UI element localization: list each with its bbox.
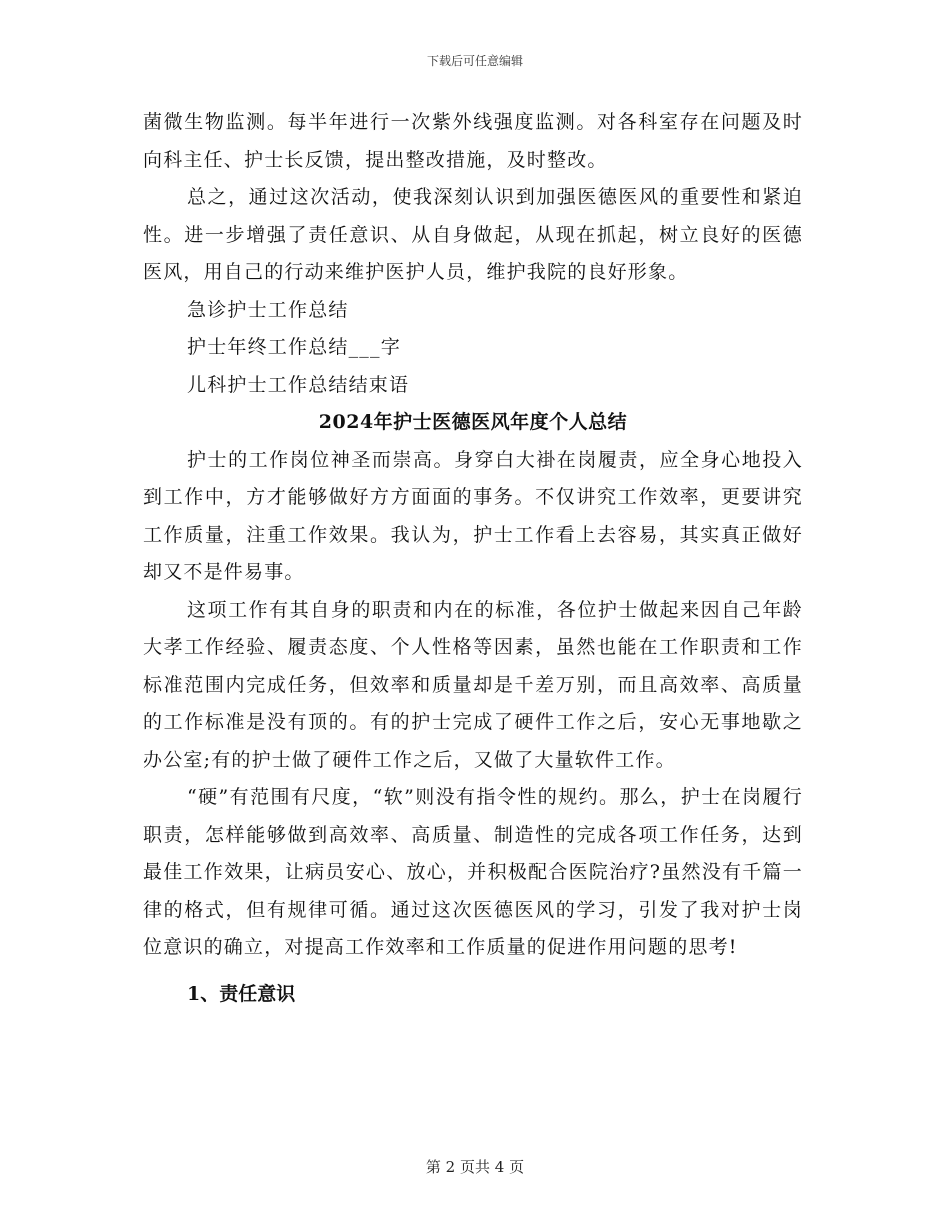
document-body — [143, 104, 803, 1013]
related-link-3[interactable]: 儿科护士工作总结结束语 — [187, 373, 410, 396]
paragraph-standards: 这项工作有其自身的职责和内在的标准，各位护士做起来因自己年龄大孝工作经验、履责态度、个人性格等因素，虽然也能在工作职责和工作标准范围内完成任务，但效率和质量却是千差万别，而且高效率、高质量的工作标准是没有顶的。有的护士完成了硬件工作之后，安心无事地歇之办公室;有的护士做了硬件工作之后，又做了大量软件工作。 — [143, 598, 803, 771]
page-header: 下载后可任意编辑 — [426, 54, 523, 68]
paragraph-hard-soft: “硬”有范围有尺度，“软”则没有指令性的规约。那么，护士在岗履行职责，怎样能够做到高效率、高质量、制造性的完成各项工作任务，达到最佳工作效果，让病员安心、放心，并积极配合医院治疗?虽然没有千篇一律的格式，但有规律可循。通过这次医德医风的学习，引发了我对护士岗位意识的确立，对提高工作效率和工作质量的促进作用问题的思考! — [143, 786, 803, 958]
section-heading-responsibility: 1、责任意识 — [187, 982, 296, 1005]
related-link-2[interactable]: 护士年终工作总结___字 — [187, 336, 401, 358]
related-link-1[interactable]: 急诊护士工作总结 — [187, 298, 349, 321]
document-title: 2024年护士医德医风年度个人总结 — [318, 411, 628, 433]
paragraph-conclusion: 总之，通过这次活动，使我深刻认识到加强医德医风的重要性和紧迫性。进一步增强了责任意识、从自身做起，从现在抓起，树立良好的医德医风，用自己的行动来维护医护人员，维护我院的良好形象。 — [143, 186, 803, 283]
page-footer: 第 2 页共 4 页 — [425, 1158, 525, 1176]
paragraph-continued: 菌微生物监测。每半年进行一次紫外线强度监测。对各科室存在问题及时向科主任、护士长反馈，提出整改措施，及时整改。 — [143, 111, 803, 171]
paragraph-intro: 护士的工作岗位神圣而崇高。身穿白大褂在岗履责，应全身心地投入到工作中，方才能够做好方方面面的事务。不仅讲究工作效率，更要讲究工作质量，注重工作效果。我认为，护士工作看上去容易，其实真正做好却又不是件易事。 — [143, 448, 803, 583]
